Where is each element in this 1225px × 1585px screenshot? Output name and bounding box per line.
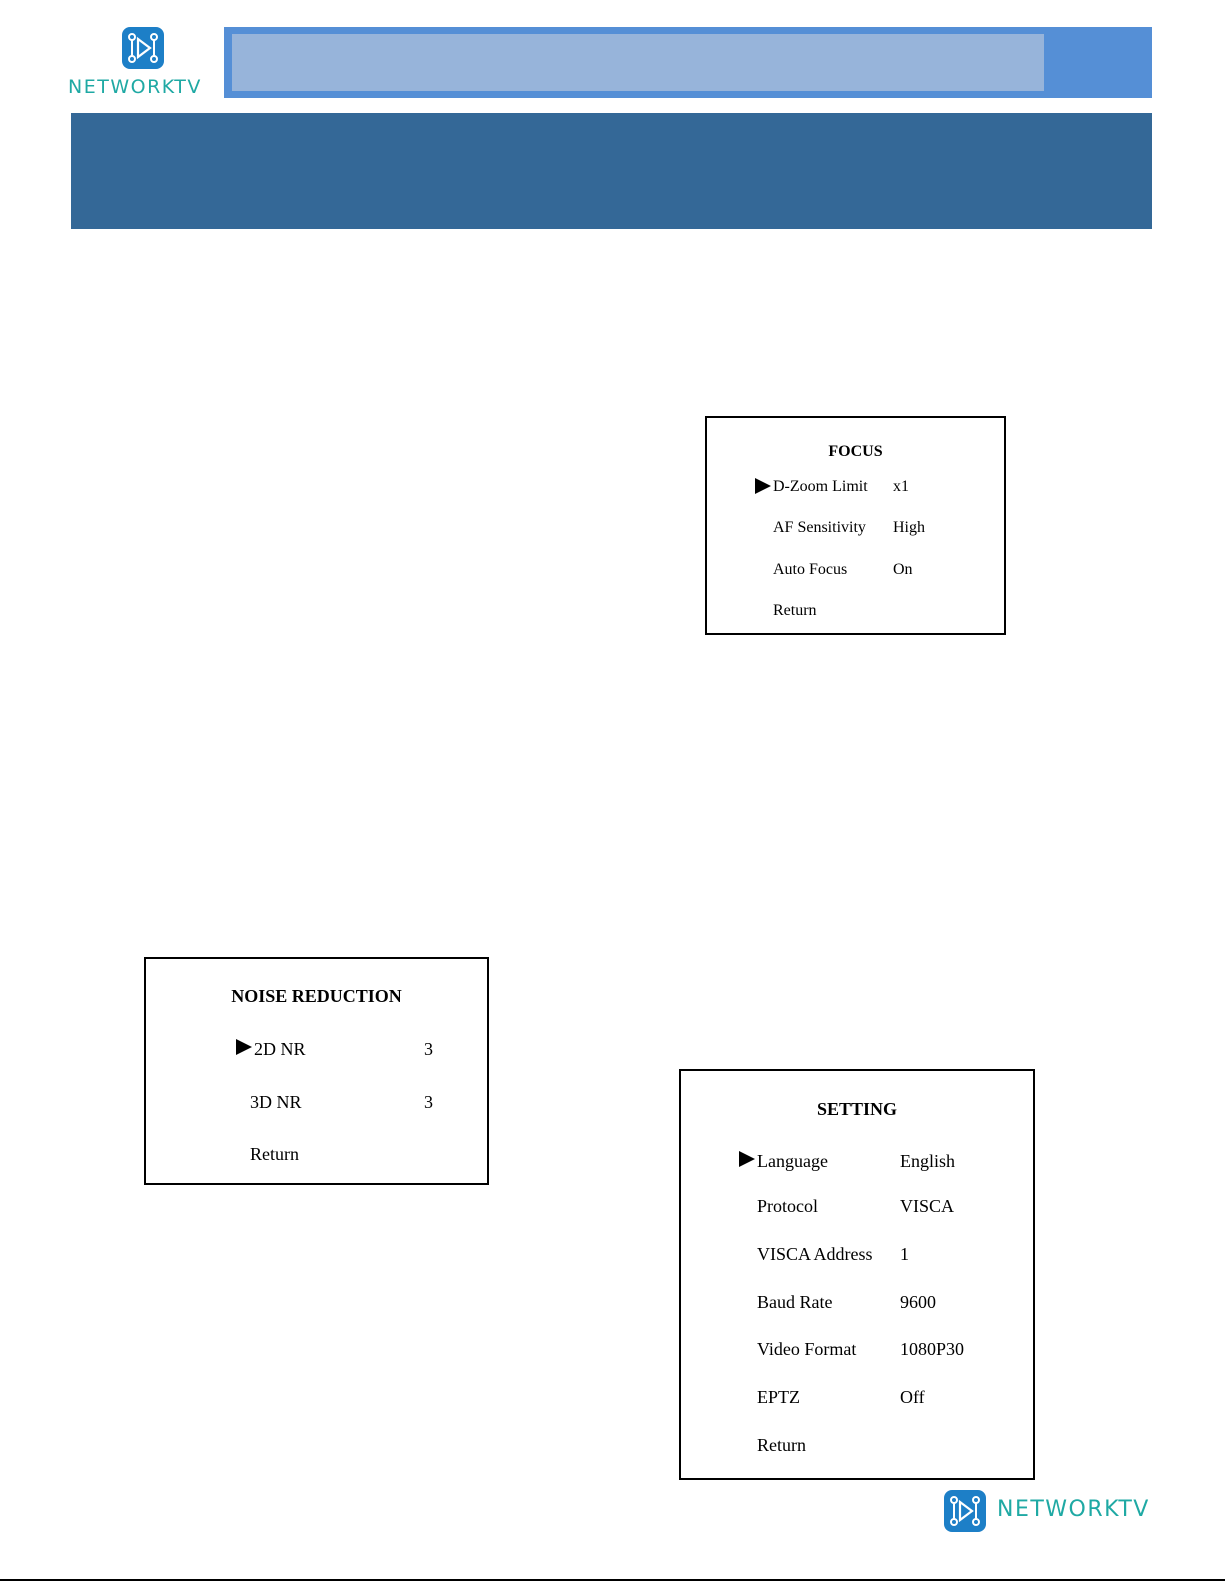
- selection-arrow-icon: [236, 1039, 252, 1055]
- menu-item-label: Protocol: [757, 1196, 818, 1216]
- menu-item-label: 3D NR: [250, 1092, 302, 1112]
- selection-arrow-icon: [739, 1151, 755, 1167]
- menu-item-label: EPTZ: [757, 1387, 800, 1407]
- focus-menu-box: [705, 416, 1006, 635]
- menu-item-value: 1: [900, 1244, 909, 1264]
- menu-item-label: Return: [250, 1144, 299, 1164]
- setting-menu-box: [679, 1069, 1035, 1480]
- menu-item-label: Return: [773, 602, 817, 619]
- menu-item-value: VISCA: [900, 1196, 955, 1216]
- menu-item-label: 2D NR: [254, 1039, 306, 1059]
- focus-menu-title: FOCUS: [828, 443, 883, 460]
- section-title-bar: [71, 113, 1152, 229]
- menu-item-value: 9600: [900, 1292, 936, 1312]
- menu-item-value: 3: [424, 1092, 433, 1112]
- menu-item-label: Return: [757, 1435, 806, 1455]
- networktv-logo-header: [66, 24, 222, 102]
- menu-item-label: Auto Focus: [773, 561, 848, 578]
- menu-item-value: x1: [893, 478, 909, 495]
- networktv-logo-text: NETWORKTV: [997, 1497, 1150, 1522]
- menu-item-label: Language: [757, 1151, 828, 1171]
- networktv-logo-mark-icon: [943, 1489, 987, 1533]
- menu-item-label: Baud Rate: [757, 1292, 833, 1312]
- networktv-logo-footer: [943, 1488, 1153, 1534]
- menu-item-value: English: [900, 1151, 956, 1171]
- networktv-logo-text: NETWORKTV: [68, 76, 202, 98]
- selection-arrow-icon: [755, 478, 771, 494]
- menu-item-label: D-Zoom Limit: [773, 478, 868, 495]
- menu-item-value: High: [893, 519, 925, 536]
- menu-item-value: 1080P30: [900, 1339, 965, 1359]
- page-bottom-rule: [0, 1579, 1225, 1581]
- menu-item-value: Off: [900, 1387, 925, 1407]
- menu-item-label: VISCA Address: [757, 1244, 873, 1264]
- setting-menu-title: SETTING: [816, 1099, 898, 1119]
- menu-item-value: On: [893, 561, 913, 578]
- noise-reduction-menu-title: NOISE REDUCTION: [231, 986, 402, 1006]
- header-banner-inner: [232, 34, 1044, 91]
- menu-item-value: 3: [424, 1039, 433, 1059]
- noise-reduction-menu-box: [144, 957, 489, 1185]
- menu-item-label: Video Format: [757, 1339, 857, 1359]
- menu-item-label: AF Sensitivity: [773, 519, 866, 536]
- networktv-logo-mark-icon: [121, 26, 165, 70]
